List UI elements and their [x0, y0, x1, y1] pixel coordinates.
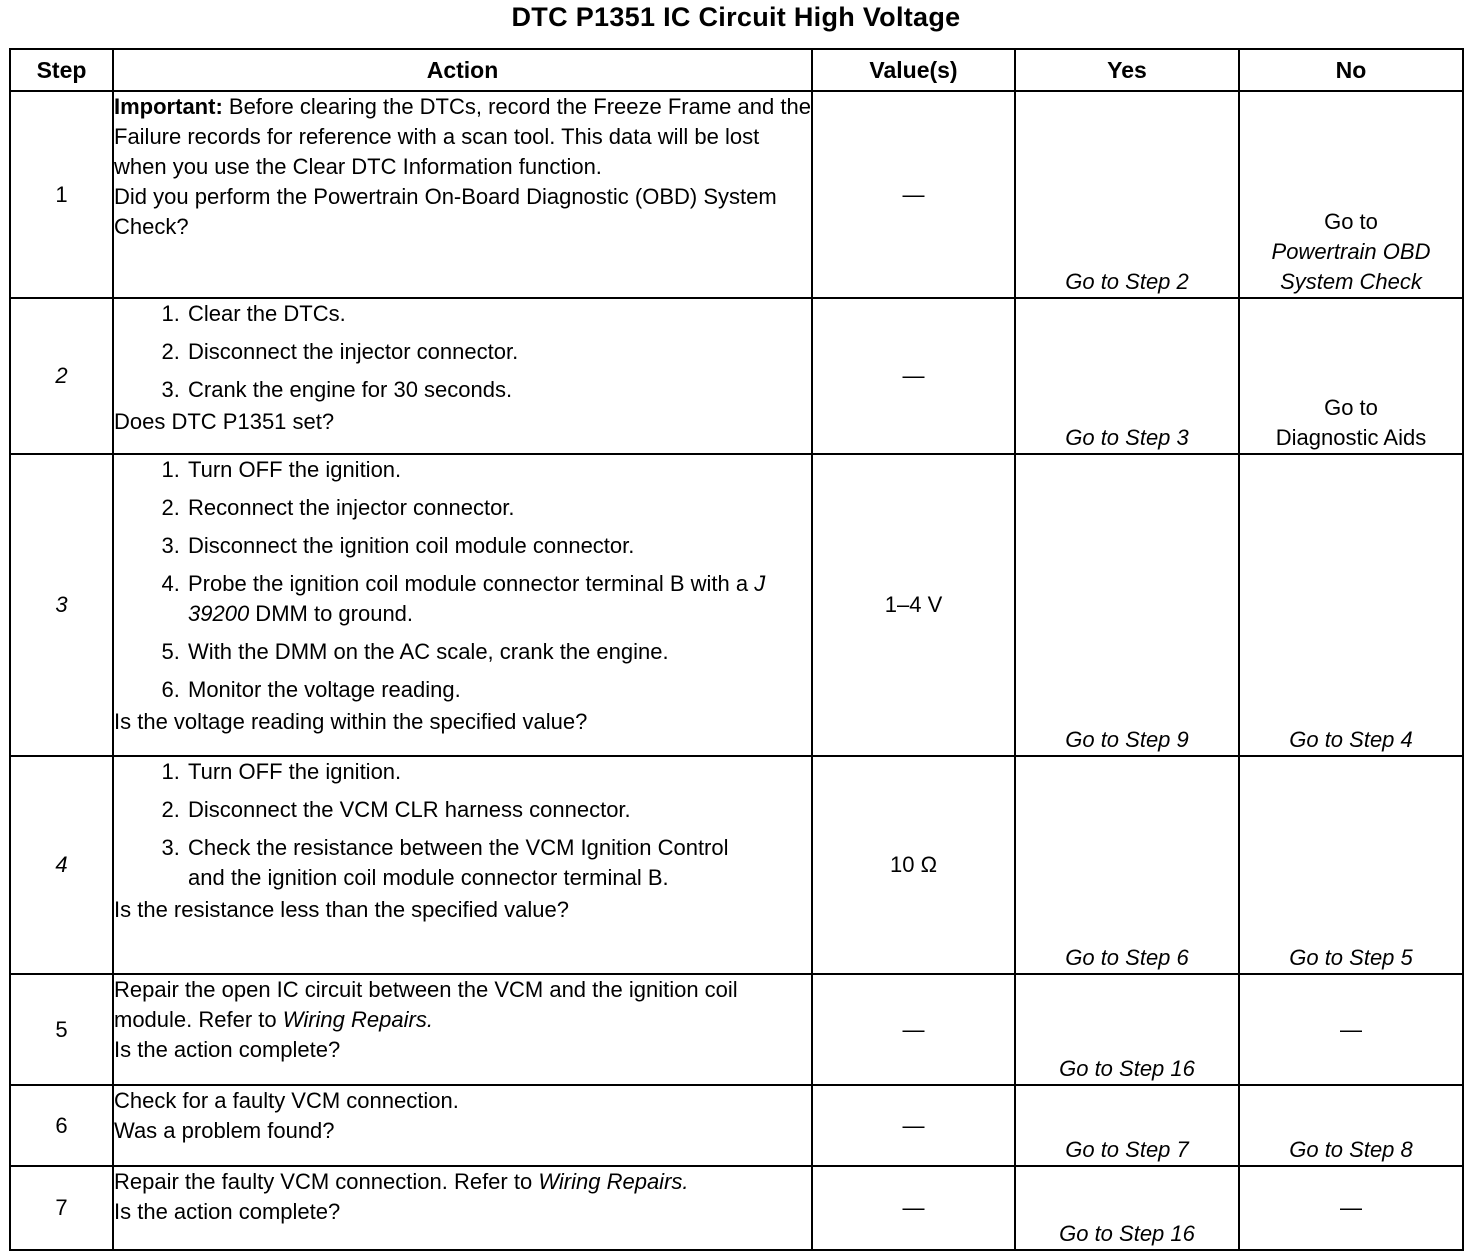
action-text — [114, 975, 811, 1035]
action-cell — [113, 1166, 812, 1250]
list-item: 3. Crank the engine for 30 seconds. — [186, 375, 811, 405]
action-list — [114, 757, 811, 893]
no-link[interactable] — [1239, 91, 1463, 298]
step-number: 1 — [10, 91, 113, 298]
yes-link[interactable]: Go to Step 16 — [1015, 974, 1239, 1085]
list-item: 1. Clear the DTCs. — [186, 299, 811, 329]
step-question: Is the resistance less than the specified value? — [114, 897, 569, 922]
action-text: Check for a faulty VCM connection. — [114, 1088, 459, 1113]
yes-link[interactable]: Go to Step 6 — [1015, 756, 1239, 974]
action-text-body: Repair the open IC circuit between the VCM and the ignition coil module. Refer to — [114, 977, 738, 1032]
header-action: Action — [113, 49, 812, 91]
value-cell: — — [812, 298, 1015, 454]
list-item: 6. Monitor the voltage reading. — [186, 675, 811, 705]
no-link[interactable] — [1239, 298, 1463, 454]
table-row — [10, 91, 1463, 298]
header-yes: Yes — [1015, 49, 1239, 91]
step-number: 5 — [10, 974, 113, 1085]
table-header-row — [10, 49, 1463, 91]
diagnostic-table — [9, 48, 1464, 1251]
no-link[interactable]: Go to Step 8 — [1239, 1085, 1463, 1166]
header-values: Value(s) — [812, 49, 1015, 91]
yes-link[interactable]: Go to Step 7 — [1015, 1085, 1239, 1166]
list-item-text: DMM to ground. — [249, 601, 414, 626]
list-item: 1. Turn OFF the ignition. — [186, 455, 811, 485]
step-number: 7 — [10, 1166, 113, 1250]
action-text — [114, 1167, 811, 1197]
step-number: 6 — [10, 1085, 113, 1166]
page-title: DTC P1351 IC Circuit High Voltage — [511, 2, 961, 32]
table-row — [10, 454, 1463, 756]
step-question: Does DTC P1351 set? — [114, 409, 335, 434]
value-cell: 1–4 V — [812, 454, 1015, 756]
list-item — [186, 569, 811, 629]
action-list — [114, 455, 811, 705]
step-question: Is the action complete? — [114, 1037, 341, 1062]
list-item: 3. Check the resistance between the VCM Ignition Control and the ignition coil module connector terminal B. — [186, 833, 811, 893]
step-question: Did you perform the Powertrain On-Board Diagnostic (OBD) System Check? — [114, 184, 777, 239]
header-no: No — [1239, 49, 1463, 91]
list-item: 2. Reconnect the injector connector. — [186, 493, 811, 523]
value-cell: — — [812, 1166, 1015, 1250]
important-text: Before clearing the DTCs, record the Freeze Frame and the Failure records for reference with a scan tool. This data will be lost when you use the Clear DTC Information function. — [114, 94, 811, 179]
step-question: Was a problem found? — [114, 1118, 335, 1143]
yes-link[interactable]: Go to Step 16 — [1015, 1166, 1239, 1250]
no-link[interactable]: Go to Step 5 — [1239, 756, 1463, 974]
wiring-repairs-ref: Wiring Repairs. — [538, 1169, 689, 1194]
list-item: 2. Disconnect the injector connector. — [186, 337, 811, 367]
action-cell — [113, 454, 812, 756]
value-cell: 10 Ω — [812, 756, 1015, 974]
action-cell — [113, 298, 812, 454]
list-item: 2. Disconnect the VCM CLR harness connector. — [186, 795, 811, 825]
step-number: 3 — [10, 454, 113, 756]
value-cell: — — [812, 1085, 1015, 1166]
no-value: — — [1239, 974, 1463, 1085]
value-cell: — — [812, 974, 1015, 1085]
action-text-body: Repair the faulty VCM connection. Refer to — [114, 1169, 539, 1194]
no-reference: Powertrain OBD System Check — [1271, 239, 1431, 294]
action-cell — [113, 756, 812, 974]
step-number: 4 — [10, 756, 113, 974]
action-list — [114, 299, 811, 405]
value-cell: — — [812, 91, 1015, 298]
important-note — [114, 92, 811, 182]
step-question: Is the voltage reading within the specified value? — [114, 709, 588, 734]
table-row — [10, 756, 1463, 974]
no-prefix: Go to — [1324, 395, 1378, 420]
no-link[interactable]: Go to Step 4 — [1239, 454, 1463, 756]
table-row — [10, 298, 1463, 454]
table-row — [10, 1166, 1463, 1250]
wiring-repairs-ref: Wiring Repairs. — [282, 1007, 433, 1032]
step-question: Is the action complete? — [114, 1199, 341, 1224]
step-number: 2 — [10, 298, 113, 454]
no-reference: Diagnostic Aids — [1275, 425, 1427, 450]
yes-link[interactable]: Go to Step 2 — [1015, 91, 1239, 298]
action-cell — [113, 1085, 812, 1166]
action-cell — [113, 974, 812, 1085]
header-step: Step — [10, 49, 113, 91]
action-cell — [113, 91, 812, 298]
yes-link[interactable]: Go to Step 3 — [1015, 298, 1239, 454]
no-prefix: Go to — [1324, 209, 1378, 234]
list-item-text: Probe the ignition coil module connector terminal B with a — [188, 571, 755, 596]
list-item: 3. Disconnect the ignition coil module connector. — [186, 531, 811, 561]
tool-reference: J 39200 — [188, 571, 766, 626]
yes-link[interactable]: Go to Step 9 — [1015, 454, 1239, 756]
no-value: — — [1239, 1166, 1463, 1250]
important-label: Important: — [114, 94, 223, 119]
list-item: 1. Turn OFF the ignition. — [186, 757, 811, 787]
list-item: 5. With the DMM on the AC scale, crank the engine. — [186, 637, 811, 667]
table-row — [10, 974, 1463, 1085]
table-row — [10, 1085, 1463, 1166]
